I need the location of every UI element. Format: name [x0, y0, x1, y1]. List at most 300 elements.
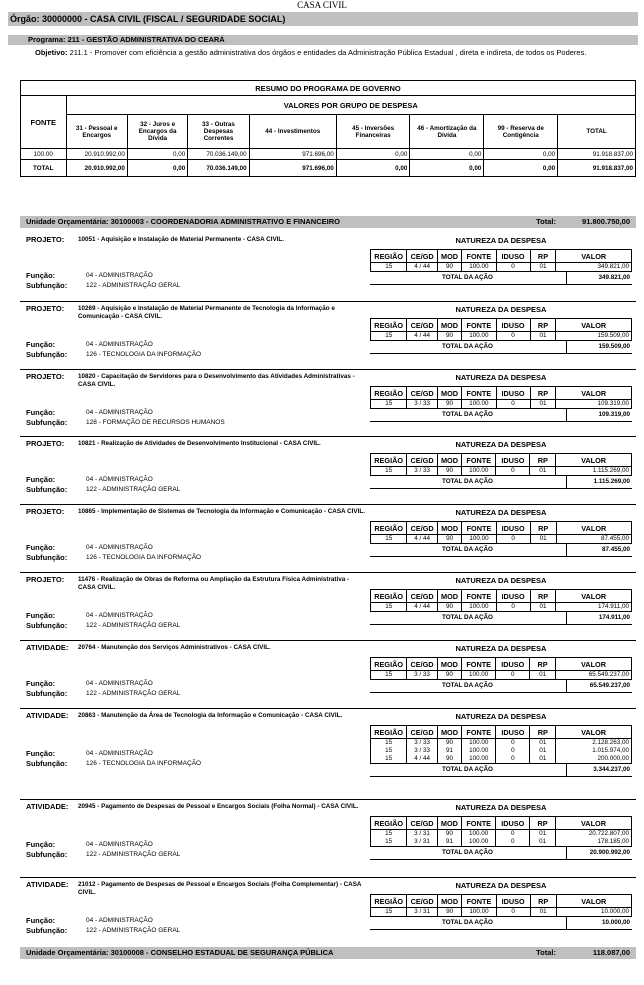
funcao-label: Função:	[26, 749, 56, 758]
natureza-col-header: IDUSO	[496, 454, 530, 467]
natureza-cell: 65.549.237,00	[555, 671, 631, 680]
natureza-row	[371, 755, 632, 763]
natureza-col-header: REGIÃO	[371, 522, 407, 535]
natureza-col-header: REGIÃO	[371, 658, 407, 671]
total-acao-value: 65.549.237,00	[589, 682, 630, 689]
natureza-cell: 3 / 33	[407, 747, 437, 755]
acao-codigo: 10051	[78, 236, 96, 243]
natureza-col-header: IDUSO	[496, 250, 530, 263]
page-title: CASA CIVIL	[297, 0, 347, 10]
resumo-value-cell: 971.696,00	[249, 149, 336, 160]
natureza-cell: 15	[371, 671, 407, 680]
acao-separator: -	[95, 440, 102, 447]
natureza-col-header: MOD	[437, 590, 461, 603]
natureza-despesa	[370, 233, 632, 285]
natureza-table	[370, 386, 632, 408]
natureza-col-header: CE/GD	[407, 895, 437, 908]
natureza-cell: 2.128.263,00	[556, 739, 632, 748]
acao-separator: -	[95, 881, 102, 888]
resumo-value-cell: 20.910.992,00	[66, 149, 127, 160]
natureza-cell: 159.509,00	[556, 332, 632, 341]
natureza-table	[370, 816, 632, 846]
natureza-cell: 3 / 33	[407, 467, 437, 476]
total-acao-label: TOTAL DA AÇÃO	[442, 766, 493, 773]
funcao-value: 04 - ADMINISTRAÇÃO	[86, 476, 153, 483]
section-divider	[20, 877, 636, 878]
natureza-cell: 15	[371, 755, 407, 763]
section-divider	[20, 572, 636, 573]
natureza-despesa	[370, 302, 632, 354]
acao-codigo: 10269	[78, 305, 96, 312]
acao-descricao	[78, 305, 368, 321]
funcao-label: Função:	[26, 271, 56, 280]
natureza-col-header: RP	[530, 319, 556, 332]
total-acao-label: TOTAL DA AÇÃO	[442, 614, 493, 621]
natureza-col-header: RP	[530, 658, 556, 671]
subfuncao-label: Subfunção:	[26, 485, 68, 494]
acao-codigo: 21012	[78, 881, 96, 888]
natureza-col-header: RP	[530, 250, 556, 263]
acao-descricao	[78, 576, 368, 592]
subfuncao-value: 122 - ADMINISTRAÇÃO GERAL	[86, 851, 181, 858]
natureza-cell: 3 / 33	[407, 739, 437, 748]
natureza-cell: 01	[530, 400, 556, 409]
total-acao-divider	[566, 272, 567, 284]
subfuncao-label: Subfunção:	[26, 553, 68, 562]
natureza-col-header: REGIÃO	[371, 319, 407, 332]
natureza-table	[370, 725, 632, 763]
natureza-row	[371, 263, 632, 272]
natureza-title: NATUREZA DA DESPESA	[455, 236, 547, 245]
natureza-cell: 01	[530, 755, 556, 763]
total-acao-row	[370, 340, 632, 354]
subfuncao-label: Subfunção:	[26, 418, 68, 427]
unidade-total-label: Total:	[536, 948, 556, 957]
natureza-cell: 100.00	[462, 908, 496, 917]
natureza-cell: 01	[530, 671, 556, 680]
acao-tipo: ATIVIDADE:	[26, 711, 69, 720]
total-acao-divider	[566, 341, 567, 353]
funcao-label: Função:	[26, 679, 56, 688]
natureza-cell: 100.00	[462, 603, 496, 612]
funcao-label: Função:	[26, 840, 56, 849]
resumo-col-header: 45 - Inversões Financeiras	[336, 115, 410, 149]
subfuncao-label: Subfunção:	[26, 759, 68, 768]
funcao-label: Função:	[26, 408, 56, 417]
natureza-col-header: VALOR	[555, 658, 631, 671]
acao-block	[20, 370, 636, 437]
natureza-col-header: CE/GD	[407, 250, 437, 263]
natureza-cell: 100.00	[462, 739, 496, 748]
resumo-value-cell: 0,00	[127, 149, 187, 160]
natureza-cell: 90	[437, 755, 461, 763]
acao-descricao-text: Implementação de Sistemas de Tecnologia da Informação e Comunicação - CASA CIVIL.	[101, 508, 365, 515]
natureza-col-header: IDUSO	[496, 658, 530, 671]
acao-descricao-text: Capacitação de Servidores para o Desenvolvimento das Atividades Administrativas - CASA CIVIL.	[78, 373, 355, 388]
acao-tipo: PROJETO:	[26, 235, 65, 244]
natureza-despesa	[370, 709, 632, 777]
acao-codigo: 11476	[78, 576, 96, 583]
natureza-cell: 4 / 44	[407, 535, 437, 544]
subfuncao-value: 126 - TECNOLOGIA DA INFORMAÇÃO	[86, 554, 202, 561]
natureza-title: NATUREZA DA DESPESA	[455, 803, 547, 812]
natureza-col-header: MOD	[437, 522, 461, 535]
natureza-title: NATUREZA DA DESPESA	[455, 712, 547, 721]
funcao-value: 04 - ADMINISTRAÇÃO	[86, 680, 153, 687]
natureza-table	[370, 894, 632, 916]
natureza-table	[370, 589, 632, 611]
natureza-cell: 15	[371, 400, 407, 409]
acao-descricao-text: Realização de Atividades de Desenvolvimento Institucional - CASA CIVIL.	[101, 440, 321, 447]
natureza-cell: 100.00	[462, 747, 496, 755]
resumo-value-cell: 0,00	[127, 160, 187, 177]
natureza-cell: 15	[371, 535, 407, 544]
natureza-col-header: FONTE	[462, 522, 496, 535]
total-acao-label: TOTAL DA AÇÃO	[442, 682, 493, 689]
funcao-value: 04 - ADMINISTRAÇÃO	[86, 750, 153, 757]
natureza-col-header: REGIÃO	[371, 590, 407, 603]
natureza-col-header: MOD	[437, 726, 461, 739]
natureza-cell: 174.911,00	[556, 603, 632, 612]
acao-descricao	[78, 440, 368, 448]
resumo-value-cell: 0,00	[336, 149, 410, 160]
resumo-value-cell: 70.036.149,00	[188, 149, 249, 160]
acao-block	[20, 878, 636, 945]
total-acao-row	[370, 846, 632, 860]
unidade-header	[20, 216, 636, 228]
natureza-despesa	[370, 573, 632, 625]
natureza-cell: 0	[496, 263, 530, 272]
total-acao-value: 10.000,00	[601, 919, 630, 926]
natureza-col-header: REGIÃO	[371, 454, 407, 467]
resumo-col-header: 31 - Pessoal e Encargos	[66, 115, 127, 149]
resumo-value-cell: 0,00	[484, 160, 558, 177]
natureza-col-header: FONTE	[462, 387, 496, 400]
acao-separator: -	[95, 576, 101, 583]
natureza-cell: 3 / 31	[407, 908, 437, 917]
acao-descricao-text: Aquisição e Instalação de Material Permanente - CASA CIVIL.	[100, 236, 285, 243]
acao-codigo: 10865	[78, 508, 96, 515]
natureza-col-header: MOD	[437, 817, 461, 830]
section-divider	[20, 369, 636, 370]
natureza-cell: 90	[437, 908, 461, 917]
funcao-label: Função:	[26, 475, 56, 484]
total-acao-value: 349.821,00	[598, 274, 630, 281]
natureza-col-header: CE/GD	[407, 658, 437, 671]
unidade-total-value: 91.800.750,00	[582, 217, 630, 226]
subfuncao-value: 128 - FORMAÇÃO DE RECURSOS HUMANOS	[86, 419, 225, 426]
total-acao-row	[370, 916, 632, 930]
resumo-col-header: 46 - Amortização da Dívida	[410, 115, 484, 149]
total-acao-label: TOTAL DA AÇÃO	[442, 343, 493, 350]
acao-separator: -	[95, 712, 102, 719]
total-acao-value: 87.455,00	[601, 546, 630, 553]
natureza-despesa	[370, 641, 632, 693]
total-acao-divider	[566, 680, 567, 692]
natureza-cell: 100.00	[462, 755, 496, 763]
acao-block	[20, 573, 636, 641]
natureza-cell: 87.455,00	[556, 535, 631, 544]
acao-descricao-text: Pagamento de Despesas de Pessoal e Encargos Sociais (Folha Normal) - CASA CIVIL.	[101, 803, 359, 810]
natureza-cell: 3 / 31	[407, 830, 437, 839]
subfuncao-value: 122 - ADMINISTRAÇÃO GERAL	[86, 282, 181, 289]
natureza-col-header: REGIÃO	[371, 817, 407, 830]
natureza-col-header: FONTE	[462, 895, 496, 908]
resumo-title: RESUMO DO PROGRAMA DE GOVERNO	[21, 81, 636, 96]
natureza-col-header: CE/GD	[407, 590, 437, 603]
natureza-cell: 200.000,00	[556, 755, 632, 763]
natureza-col-header: CE/GD	[407, 522, 437, 535]
unidade-total-value: 118.087,00	[592, 948, 630, 957]
unidade-label: Unidade Orçamentária: 30100008 - CONSELHO ESTADUAL DE SEGURANÇA PÚBLICA	[26, 948, 334, 957]
resumo-value-cell: 0,00	[336, 160, 410, 177]
natureza-cell: 100.00	[462, 263, 496, 272]
acao-codigo: 10821	[78, 440, 96, 447]
acao-descricao-text: Manutenção da Área de Tecnologia da Informação e Comunicação - CASA CIVIL.	[101, 712, 343, 719]
natureza-col-header: IDUSO	[496, 895, 530, 908]
natureza-row	[371, 332, 632, 341]
acao-descricao	[78, 644, 368, 652]
natureza-col-header: MOD	[437, 658, 461, 671]
acao-separator: -	[95, 803, 102, 810]
natureza-col-header: VALOR	[556, 319, 632, 332]
natureza-col-header: FONTE	[462, 726, 496, 739]
natureza-cell: 4 / 44	[407, 263, 437, 272]
natureza-cell: 100.00	[462, 838, 496, 846]
natureza-cell: 0	[496, 467, 530, 476]
natureza-col-header: RP	[530, 522, 556, 535]
natureza-despesa	[370, 505, 632, 557]
acao-separator: -	[95, 644, 102, 651]
natureza-cell: 349.821,00	[556, 263, 632, 272]
natureza-cell: 0	[496, 739, 530, 748]
natureza-col-header: RP	[530, 726, 556, 739]
objetivo-label: Objetivo:	[35, 48, 68, 57]
subfuncao-value: 122 - ADMINISTRAÇÃO GERAL	[86, 486, 181, 493]
natureza-col-header: REGIÃO	[371, 387, 407, 400]
total-acao-label: TOTAL DA AÇÃO	[442, 849, 493, 856]
acao-tipo: PROJETO:	[26, 304, 65, 313]
natureza-cell: 15	[371, 263, 407, 272]
acao-descricao	[78, 373, 368, 389]
total-acao-row	[370, 543, 632, 557]
acao-separator: -	[95, 373, 102, 380]
natureza-cell: 91	[437, 747, 461, 755]
funcao-value: 04 - ADMINISTRAÇÃO	[86, 272, 153, 279]
natureza-col-header: MOD	[437, 319, 461, 332]
natureza-col-header: VALOR	[556, 522, 631, 535]
natureza-col-header: REGIÃO	[371, 250, 407, 263]
subfuncao-label: Subfunção:	[26, 926, 68, 935]
natureza-cell: 01	[530, 739, 556, 748]
natureza-col-header: IDUSO	[496, 817, 530, 830]
natureza-despesa	[370, 370, 632, 422]
natureza-cell: 15	[371, 739, 407, 748]
natureza-cell: 20.722.807,00	[555, 830, 631, 839]
natureza-col-header: REGIÃO	[371, 895, 407, 908]
acao-tipo: PROJETO:	[26, 372, 65, 381]
natureza-cell: 15	[371, 838, 407, 846]
funcao-label: Função:	[26, 916, 56, 925]
natureza-cell: 1.115.269,00	[556, 467, 632, 476]
natureza-cell: 90	[437, 830, 461, 839]
total-acao-divider	[566, 544, 567, 556]
natureza-cell: 90	[437, 263, 461, 272]
natureza-col-header: RP	[530, 895, 556, 908]
acao-codigo: 20945	[78, 803, 96, 810]
total-acao-divider	[566, 612, 567, 624]
section-divider	[20, 799, 636, 800]
total-acao-row	[370, 763, 632, 777]
total-acao-label: TOTAL DA AÇÃO	[442, 546, 493, 553]
natureza-cell: 3 / 33	[407, 400, 437, 409]
natureza-cell: 100.00	[462, 671, 496, 680]
natureza-col-header: FONTE	[462, 319, 496, 332]
natureza-col-header: VALOR	[556, 454, 632, 467]
funcao-value: 04 - ADMINISTRAÇÃO	[86, 612, 153, 619]
natureza-col-header: VALOR	[556, 387, 632, 400]
natureza-cell: 90	[437, 603, 461, 612]
acao-tipo: PROJETO:	[26, 575, 65, 584]
funcao-value: 04 - ADMINISTRAÇÃO	[86, 341, 153, 348]
subfuncao-label: Subfunção:	[26, 850, 68, 859]
acao-block	[20, 302, 636, 370]
section-divider	[20, 640, 636, 641]
natureza-row	[371, 739, 632, 748]
acao-descricao	[78, 881, 368, 897]
section-divider	[20, 504, 636, 505]
total-acao-value: 20.900.992,00	[589, 849, 630, 856]
natureza-col-header: IDUSO	[496, 590, 530, 603]
acao-codigo: 20764	[78, 644, 96, 651]
subfuncao-value: 122 - ADMINISTRAÇÃO GERAL	[86, 690, 181, 697]
natureza-cell: 90	[437, 535, 461, 544]
natureza-cell: 15	[371, 747, 407, 755]
natureza-row	[371, 535, 632, 544]
natureza-cell: 100.00	[462, 535, 496, 544]
acao-descricao	[78, 236, 368, 244]
natureza-despesa	[370, 800, 632, 860]
natureza-col-header: FONTE	[462, 250, 496, 263]
subfuncao-label: Subfunção:	[26, 621, 68, 630]
natureza-cell: 01	[530, 535, 556, 544]
total-acao-label: TOTAL DA AÇÃO	[442, 411, 493, 418]
natureza-cell: 01	[530, 838, 556, 846]
section-divider	[20, 301, 636, 302]
acao-block	[20, 437, 636, 505]
natureza-title: NATUREZA DA DESPESA	[455, 644, 547, 653]
resumo-value-cell: 91.918.837,00	[558, 149, 636, 160]
natureza-cell: 01	[530, 332, 556, 341]
unidade-header	[20, 947, 636, 959]
acao-descricao	[78, 803, 368, 811]
natureza-col-header: VALOR	[556, 590, 632, 603]
acao-tipo: ATIVIDADE:	[26, 643, 69, 652]
natureza-title: NATUREZA DA DESPESA	[455, 305, 547, 314]
acao-block	[20, 800, 636, 878]
natureza-cell: 4 / 44	[407, 332, 437, 341]
funcao-label: Função:	[26, 543, 56, 552]
natureza-cell: 0	[496, 908, 530, 917]
resumo-subtitle: VALORES POR GRUPO DE DESPESA	[66, 96, 636, 115]
total-acao-value: 109.319,00	[598, 411, 630, 418]
natureza-col-header: VALOR	[555, 817, 631, 830]
natureza-cell: 178.185,00	[555, 838, 631, 846]
subfuncao-label: Subfunção:	[26, 281, 68, 290]
natureza-col-header: VALOR	[556, 726, 632, 739]
natureza-col-header: CE/GD	[407, 319, 437, 332]
natureza-despesa	[370, 878, 632, 930]
natureza-table	[370, 453, 632, 475]
resumo-col-header: 99 - Reserva de Contigência	[484, 115, 558, 149]
total-acao-label: TOTAL DA AÇÃO	[442, 274, 493, 281]
resumo-value-cell: 0,00	[484, 149, 558, 160]
natureza-row	[371, 908, 632, 917]
natureza-cell: 90	[437, 332, 461, 341]
acao-descricao-text: Aquisição e Instalação de Material Permanente de Tecnologia da Informação e Comunicação - CASA CIVIL.	[78, 305, 335, 320]
natureza-cell: 0	[496, 332, 530, 341]
natureza-cell: 100.00	[462, 400, 496, 409]
natureza-col-header: VALOR	[556, 250, 632, 263]
total-acao-row	[370, 475, 632, 489]
natureza-row	[371, 467, 632, 476]
total-acao-divider	[566, 847, 567, 859]
natureza-cell: 0	[496, 603, 530, 612]
natureza-cell: 15	[371, 332, 407, 341]
funcao-value: 04 - ADMINISTRAÇÃO	[86, 409, 153, 416]
natureza-cell: 15	[371, 603, 407, 612]
total-acao-divider	[566, 409, 567, 421]
natureza-cell: 0	[496, 535, 530, 544]
natureza-row	[371, 603, 632, 612]
natureza-cell: 100.00	[462, 467, 496, 476]
natureza-title: NATUREZA DA DESPESA	[455, 508, 547, 517]
natureza-col-header: IDUSO	[496, 522, 530, 535]
resumo-col-header: 44 - Investimentos	[249, 115, 336, 149]
resumo-col-header: 32 - Juros e Encargos da Dívida	[127, 115, 187, 149]
natureza-cell: 01	[530, 467, 556, 476]
natureza-col-header: RP	[530, 454, 556, 467]
natureza-cell: 0	[496, 747, 530, 755]
natureza-table	[370, 249, 632, 271]
acao-descricao	[78, 712, 368, 720]
natureza-row	[371, 747, 632, 755]
natureza-col-header: FONTE	[462, 590, 496, 603]
acao-codigo: 10820	[78, 373, 96, 380]
acao-descricao	[78, 508, 368, 516]
natureza-cell: 109.319,00	[556, 400, 632, 409]
acao-tipo: PROJETO:	[26, 507, 65, 516]
natureza-cell: 4 / 44	[407, 603, 437, 612]
natureza-col-header: RP	[530, 817, 556, 830]
natureza-col-header: VALOR	[556, 895, 631, 908]
natureza-cell: 90	[437, 671, 461, 680]
subfuncao-label: Subfunção:	[26, 350, 68, 359]
acao-descricao-text: Pagamento de Despesas de Pessoal e Encargos Sociais (Folha Complementar) - CASA CIVIL.	[78, 881, 362, 896]
resumo-fonte-header: FONTE	[21, 96, 67, 149]
natureza-cell: 01	[530, 263, 556, 272]
natureza-cell: 100.00	[462, 830, 496, 839]
natureza-cell: 10.000,00	[556, 908, 631, 917]
natureza-title: NATUREZA DA DESPESA	[455, 881, 547, 890]
section-divider	[20, 708, 636, 709]
natureza-title: NATUREZA DA DESPESA	[455, 576, 547, 585]
acao-block	[20, 233, 636, 302]
total-acao-row	[370, 408, 632, 422]
funcao-label: Função:	[26, 611, 56, 620]
total-acao-divider	[566, 476, 567, 488]
acao-tipo: PROJETO:	[26, 439, 65, 448]
